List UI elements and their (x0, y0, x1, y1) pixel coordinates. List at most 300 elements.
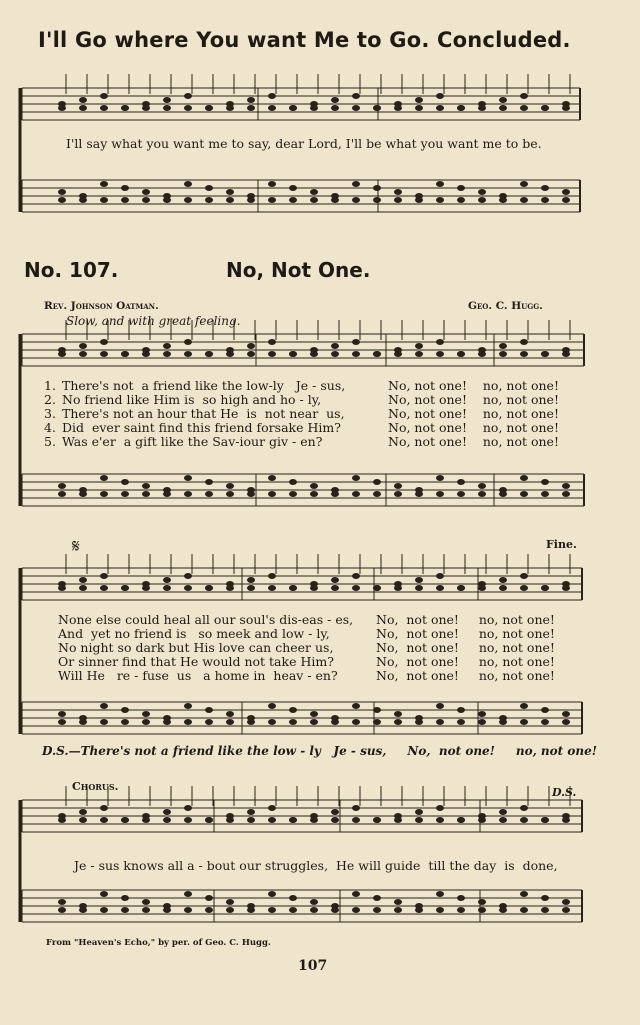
note-head (352, 351, 360, 357)
note-head (436, 93, 444, 99)
note-head (331, 809, 339, 815)
verse-refrain: No, not one! no, not one! (388, 392, 559, 407)
note-head (184, 491, 192, 497)
note-head (310, 197, 318, 203)
note-head (562, 711, 570, 717)
note-head (373, 479, 381, 485)
note-head (562, 907, 570, 913)
note-head (205, 351, 213, 357)
note-head (352, 475, 360, 481)
note-head (205, 907, 213, 913)
note-head (247, 907, 255, 913)
note-head (184, 891, 192, 897)
note-head (394, 817, 402, 823)
chorus-lyric: Je - sus knows all a - bout our struggles, He will guide till the day is done, (74, 858, 558, 873)
note-head (415, 197, 423, 203)
footnote: From "Heaven's Echo," by per. of Geo. C. Hugg. (46, 938, 271, 948)
note-head (331, 719, 339, 725)
verse-line: There's not a friend like the low-ly Je - sus, (62, 378, 346, 393)
note-head (205, 185, 213, 191)
note-head (205, 105, 213, 111)
note-head (100, 197, 108, 203)
note-head (352, 703, 360, 709)
note-head (121, 185, 129, 191)
note-head (373, 707, 381, 713)
note-head (499, 97, 507, 103)
note-head (100, 475, 108, 481)
note-head (520, 573, 528, 579)
note-head (100, 817, 108, 823)
note-head (310, 711, 318, 717)
note-head (79, 719, 87, 725)
page-number: 107 (298, 958, 328, 974)
segno-icon: 𝄋 (72, 536, 80, 557)
note-head (58, 351, 66, 357)
note-head (268, 573, 276, 579)
note-head (541, 817, 549, 823)
note-head (478, 817, 486, 823)
note-head (184, 93, 192, 99)
note-head (436, 817, 444, 823)
note-head (121, 817, 129, 823)
note-head (226, 105, 234, 111)
note-head (121, 197, 129, 203)
note-head (562, 817, 570, 823)
note-head (352, 197, 360, 203)
note-head (457, 105, 465, 111)
note-head (79, 491, 87, 497)
note-head (352, 491, 360, 497)
verse-line: No night so dark but His love can cheer us, (58, 640, 334, 655)
note-head (163, 817, 171, 823)
note-head (499, 907, 507, 913)
note-head (520, 93, 528, 99)
note-head (142, 907, 150, 913)
note-head (352, 719, 360, 725)
note-head (226, 197, 234, 203)
note-head (352, 805, 360, 811)
note-head (457, 185, 465, 191)
note-head (163, 351, 171, 357)
note-head (478, 907, 486, 913)
note-head (310, 105, 318, 111)
note-head (436, 475, 444, 481)
note-head (58, 817, 66, 823)
note-head (268, 181, 276, 187)
note-head (520, 805, 528, 811)
note-head (562, 189, 570, 195)
note-head (268, 351, 276, 357)
note-head (457, 719, 465, 725)
note-head (121, 491, 129, 497)
note-head (142, 585, 150, 591)
note-head (352, 181, 360, 187)
chorus-label: Chorus. (72, 780, 119, 793)
note-head (415, 343, 423, 349)
note-head (520, 719, 528, 725)
note-head (184, 573, 192, 579)
note-head (142, 351, 150, 357)
note-head (457, 817, 465, 823)
note-head (436, 197, 444, 203)
note-head (58, 585, 66, 591)
note-head (142, 719, 150, 725)
note-head (352, 585, 360, 591)
note-head (142, 899, 150, 905)
note-head (163, 343, 171, 349)
note-head (268, 93, 276, 99)
note-head (79, 817, 87, 823)
note-head (562, 197, 570, 203)
author: Rev. Johnson Oatman. (44, 300, 159, 312)
note-head (205, 197, 213, 203)
note-head (373, 185, 381, 191)
note-head (310, 483, 318, 489)
verse-refrain: No, not one! no, not one! (388, 378, 559, 393)
verse-refrain: No, not one! no, not one! (388, 420, 559, 435)
note-head (163, 719, 171, 725)
note-head (79, 105, 87, 111)
note-head (478, 719, 486, 725)
note-head (562, 585, 570, 591)
note-head (121, 907, 129, 913)
note-head (436, 351, 444, 357)
tempo-marking: Slow, and with great feeling. (66, 314, 241, 328)
note-head (79, 343, 87, 349)
note-head (142, 189, 150, 195)
note-head (331, 491, 339, 497)
note-head (436, 703, 444, 709)
note-head (226, 711, 234, 717)
note-head (331, 197, 339, 203)
note-head (247, 97, 255, 103)
note-head (205, 707, 213, 713)
note-head (310, 899, 318, 905)
note-head (184, 351, 192, 357)
note-head (394, 189, 402, 195)
note-head (163, 197, 171, 203)
verse-number: 1. (44, 378, 56, 393)
note-head (58, 907, 66, 913)
note-head (331, 105, 339, 111)
note-head (457, 707, 465, 713)
note-head (541, 479, 549, 485)
note-head (226, 351, 234, 357)
note-head (184, 907, 192, 913)
note-head (58, 719, 66, 725)
note-head (415, 577, 423, 583)
note-head (226, 899, 234, 905)
note-head (163, 809, 171, 815)
note-head (499, 105, 507, 111)
note-head (79, 97, 87, 103)
note-head (247, 105, 255, 111)
note-head (100, 351, 108, 357)
note-head (184, 181, 192, 187)
note-head (436, 805, 444, 811)
note-head (268, 197, 276, 203)
verse-number: 4. (44, 420, 56, 435)
note-head (520, 891, 528, 897)
note-head (268, 339, 276, 345)
note-head (121, 707, 129, 713)
note-head (58, 197, 66, 203)
note-head (541, 719, 549, 725)
note-head (79, 351, 87, 357)
note-head (247, 197, 255, 203)
note-head (394, 483, 402, 489)
note-head (79, 809, 87, 815)
note-head (121, 719, 129, 725)
note-head (58, 711, 66, 717)
note-head (289, 197, 297, 203)
note-head (184, 805, 192, 811)
note-head (163, 577, 171, 583)
verse-line: None else could heal all our soul's dis-eas - es, (58, 612, 354, 627)
note-head (268, 907, 276, 913)
verse-refrain: No, not one! no, not one! (376, 654, 555, 669)
note-head (457, 907, 465, 913)
note-head (415, 97, 423, 103)
note-head (79, 585, 87, 591)
verse-number: 2. (44, 392, 56, 407)
note-head (415, 585, 423, 591)
note-head (289, 707, 297, 713)
note-head (436, 573, 444, 579)
note-head (100, 339, 108, 345)
note-head (58, 483, 66, 489)
note-head (520, 703, 528, 709)
note-head (541, 185, 549, 191)
verse-refrain: No, not one! no, not one! (388, 434, 559, 449)
fine-marking: Fine. (546, 538, 577, 551)
note-head (100, 491, 108, 497)
note-head (163, 585, 171, 591)
note-head (394, 719, 402, 725)
note-head (100, 181, 108, 187)
note-head (79, 577, 87, 583)
note-head (520, 907, 528, 913)
composer: Geo. C. Hugg. (468, 300, 543, 312)
verse-line: Or sinner find that He would not take Him? (58, 654, 334, 669)
note-head (499, 491, 507, 497)
note-head (478, 585, 486, 591)
note-head (457, 895, 465, 901)
note-head (205, 817, 213, 823)
note-head (499, 817, 507, 823)
note-head (268, 817, 276, 823)
note-head (520, 491, 528, 497)
note-head (310, 585, 318, 591)
note-head (121, 895, 129, 901)
note-head (247, 351, 255, 357)
note-head (163, 491, 171, 497)
note-head (121, 351, 129, 357)
note-head (331, 817, 339, 823)
note-head (205, 479, 213, 485)
note-head (184, 475, 192, 481)
note-head (226, 491, 234, 497)
note-head (100, 93, 108, 99)
note-head (268, 891, 276, 897)
note-head (541, 491, 549, 497)
note-head (184, 197, 192, 203)
note-head (268, 585, 276, 591)
note-head (499, 585, 507, 591)
note-head (520, 339, 528, 345)
note-head (142, 491, 150, 497)
note-head (373, 197, 381, 203)
note-head (289, 719, 297, 725)
note-head (163, 97, 171, 103)
note-head (499, 809, 507, 815)
note-head (289, 895, 297, 901)
note-head (373, 895, 381, 901)
note-head (520, 105, 528, 111)
note-head (394, 899, 402, 905)
note-head (562, 899, 570, 905)
note-head (562, 105, 570, 111)
note-head (58, 105, 66, 111)
note-head (415, 817, 423, 823)
note-head (268, 105, 276, 111)
note-head (142, 197, 150, 203)
note-head (331, 577, 339, 583)
note-head (436, 491, 444, 497)
note-head (352, 105, 360, 111)
verse-line: Did ever saint find this friend forsake Him? (62, 420, 341, 435)
section1-lyric: I'll say what you want me to say, dear Lord, I'll be what you want me to be. (66, 136, 542, 151)
note-head (247, 585, 255, 591)
note-head (373, 105, 381, 111)
note-head (310, 719, 318, 725)
note-head (268, 491, 276, 497)
note-head (352, 573, 360, 579)
note-head (247, 817, 255, 823)
verse-line: And yet no friend is so meek and low - ly, (58, 626, 330, 641)
note-head (478, 483, 486, 489)
note-head (394, 197, 402, 203)
note-head (415, 719, 423, 725)
verse-refrain: No, not one! no, not one! (376, 612, 555, 627)
note-head (352, 907, 360, 913)
note-head (373, 719, 381, 725)
note-head (478, 197, 486, 203)
note-head (562, 719, 570, 725)
note-head (289, 105, 297, 111)
note-head (310, 817, 318, 823)
note-head (499, 351, 507, 357)
note-head (436, 907, 444, 913)
continued-hymn-title: I'll Go where You want Me to Go. Concluded. (38, 28, 571, 52)
note-head (541, 197, 549, 203)
note-head (457, 351, 465, 357)
note-head (226, 189, 234, 195)
note-head (310, 491, 318, 497)
note-head (436, 339, 444, 345)
note-head (121, 479, 129, 485)
note-head (142, 817, 150, 823)
note-head (184, 817, 192, 823)
note-head (310, 351, 318, 357)
note-head (436, 105, 444, 111)
note-head (436, 719, 444, 725)
note-head (100, 891, 108, 897)
note-head (415, 351, 423, 357)
note-head (226, 585, 234, 591)
ds-line: D.S.—There's not a friend like the low - ly Je - sus, No, not one! no, not one! (42, 744, 598, 758)
note-head (142, 711, 150, 717)
note-head (121, 105, 129, 111)
verse-line: There's not an hour that He is not near us, (62, 406, 345, 421)
note-head (352, 339, 360, 345)
note-head (394, 907, 402, 913)
note-head (394, 491, 402, 497)
note-head (520, 351, 528, 357)
note-head (331, 97, 339, 103)
verse-refrain: No, not one! no, not one! (388, 406, 559, 421)
note-head (226, 817, 234, 823)
note-head (100, 719, 108, 725)
note-head (289, 491, 297, 497)
note-head (457, 585, 465, 591)
note-head (184, 719, 192, 725)
verse-line: Was e'er a gift like the Sav-iour giv - en? (62, 434, 323, 449)
note-head (268, 805, 276, 811)
note-head (121, 585, 129, 591)
note-head (373, 817, 381, 823)
note-head (541, 351, 549, 357)
note-head (457, 491, 465, 497)
note-head (184, 339, 192, 345)
note-head (394, 351, 402, 357)
verse-refrain: No, not one! no, not one! (376, 626, 555, 641)
note-head (457, 479, 465, 485)
verse-number: 5. (44, 434, 56, 449)
note-head (415, 809, 423, 815)
note-head (478, 351, 486, 357)
note-head (520, 585, 528, 591)
note-head (352, 891, 360, 897)
note-head (499, 343, 507, 349)
note-head (205, 585, 213, 591)
note-head (289, 185, 297, 191)
note-head (499, 577, 507, 583)
note-head (142, 483, 150, 489)
note-head (268, 475, 276, 481)
note-head (562, 351, 570, 357)
note-head (100, 585, 108, 591)
note-head (352, 93, 360, 99)
verse-line: Will He re - fuse us a home in heav - en? (58, 668, 338, 683)
note-head (289, 817, 297, 823)
note-head (226, 719, 234, 725)
note-head (247, 491, 255, 497)
note-head (142, 105, 150, 111)
note-head (331, 907, 339, 913)
note-head (331, 343, 339, 349)
note-head (205, 491, 213, 497)
note-head (184, 105, 192, 111)
note-head (226, 907, 234, 913)
note-head (394, 105, 402, 111)
note-head (79, 197, 87, 203)
note-head (268, 703, 276, 709)
note-head (247, 719, 255, 725)
note-head (436, 891, 444, 897)
note-head (247, 809, 255, 815)
note-head (58, 491, 66, 497)
